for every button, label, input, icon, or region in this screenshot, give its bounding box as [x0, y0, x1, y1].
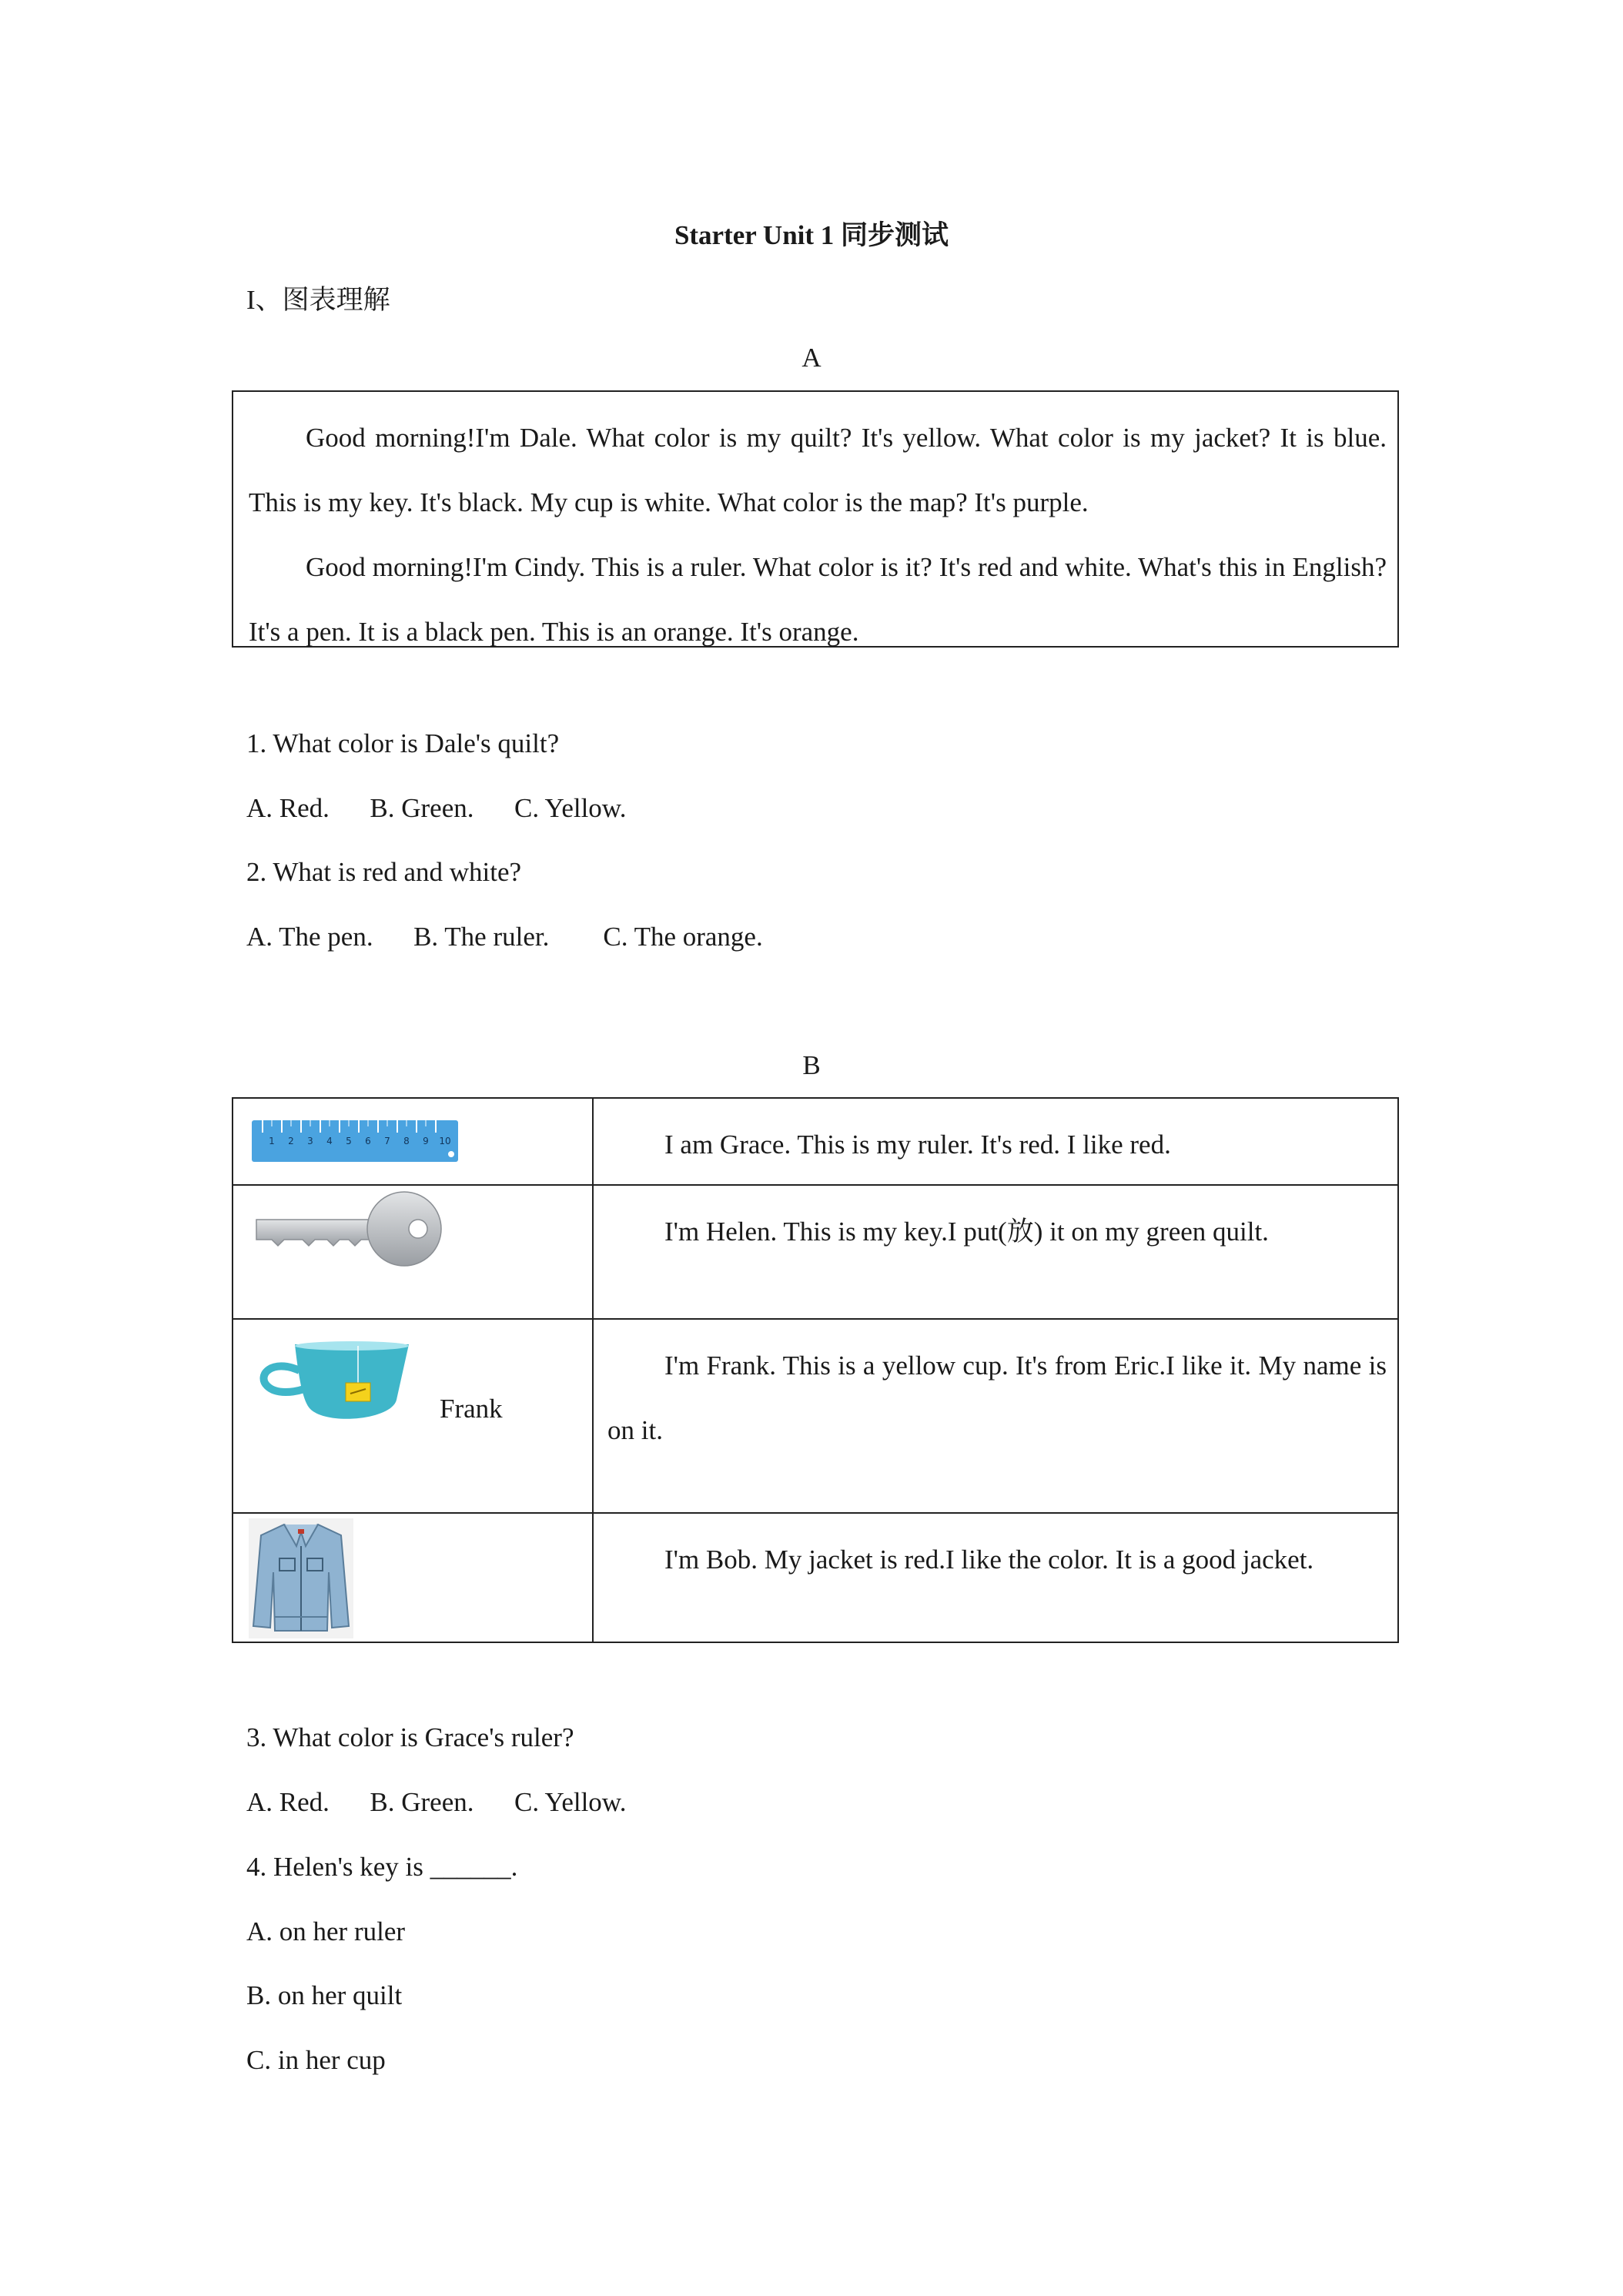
question-4: 4. Helen's key is ______.: [246, 1852, 518, 1882]
text-cell: [593, 1513, 1398, 1642]
jacket-icon: [249, 1518, 353, 1638]
table-row: [233, 1319, 1398, 1513]
table-row: [233, 1513, 1398, 1642]
question-2: 2. What is red and white?: [246, 857, 522, 887]
part-a-label: A: [801, 343, 822, 373]
info-table: [232, 1097, 1399, 1643]
row-text: I am Grace. This is my ruler. It's red. I like red.: [664, 1130, 1171, 1160]
svg-text:6: 6: [365, 1136, 371, 1146]
svg-text:4: 4: [326, 1136, 333, 1146]
row-text: I'm Frank. This is a yellow cup. It's from Eric.I like it. My name is on it.: [607, 1350, 1387, 1445]
passage-paragraph: Good morning!I'm Dale. What color is my quilt? It's yellow. What color is my jacket? It is blue. This is my key. It's black. My cup is white. What color is the map? It's purple.: [249, 423, 1387, 517]
ruler-icon: [252, 1119, 460, 1163]
question-2-options: A. The pen. B. The ruler. C. The orange.: [246, 922, 763, 952]
question-1: 1. What color is Dale's quilt?: [246, 728, 560, 758]
question-4-option-a: A. on her ruler: [246, 1916, 406, 1946]
key-icon: [253, 1190, 447, 1270]
question-3-options: A. Red. B. Green. C. Yellow.: [246, 1787, 627, 1817]
table-row: [233, 1098, 1398, 1185]
text-cell: [593, 1319, 1398, 1513]
text-cell: [593, 1185, 1398, 1319]
svg-text:10: 10: [439, 1136, 451, 1146]
section-heading: I、图表理解: [246, 285, 390, 315]
cup-icon: [256, 1340, 410, 1426]
frank-caption: Frank: [440, 1394, 503, 1424]
text-cell: [593, 1098, 1398, 1185]
question-4-option-b: B. on her quilt: [246, 1980, 403, 2010]
svg-text:9: 9: [423, 1136, 429, 1146]
row-text: I'm Bob. My jacket is red.I like the color. It is a good jacket.: [664, 1545, 1314, 1575]
svg-text:7: 7: [384, 1136, 390, 1146]
svg-text:3: 3: [307, 1136, 313, 1146]
picture-cell: [233, 1319, 593, 1513]
part-b-label: B: [802, 1050, 821, 1080]
passage-paragraph: Good morning!I'm Cindy. This is a ruler. What color is it? It's red and white. What's this in English? It's a pen. It is a black pen. This is an orange. It's orange.: [249, 552, 1387, 647]
picture-cell: [233, 1098, 593, 1185]
picture-cell: [233, 1185, 593, 1319]
page-title: Starter Unit 1 同步测试: [674, 220, 949, 250]
svg-text:1: 1: [269, 1136, 275, 1146]
passage-box: [232, 390, 1399, 648]
table-row: [233, 1185, 1398, 1319]
picture-cell: [233, 1513, 593, 1642]
svg-text:5: 5: [346, 1136, 352, 1146]
question-1-options: A. Red. B. Green. C. Yellow.: [246, 793, 627, 823]
svg-text:8: 8: [403, 1136, 410, 1146]
question-3: 3. What color is Grace's ruler?: [246, 1722, 574, 1752]
question-4-option-c: C. in her cup: [246, 2045, 386, 2075]
svg-text:2: 2: [288, 1136, 294, 1146]
row-text: I'm Helen. This is my key.I put(放) it on my green quilt.: [664, 1217, 1269, 1247]
